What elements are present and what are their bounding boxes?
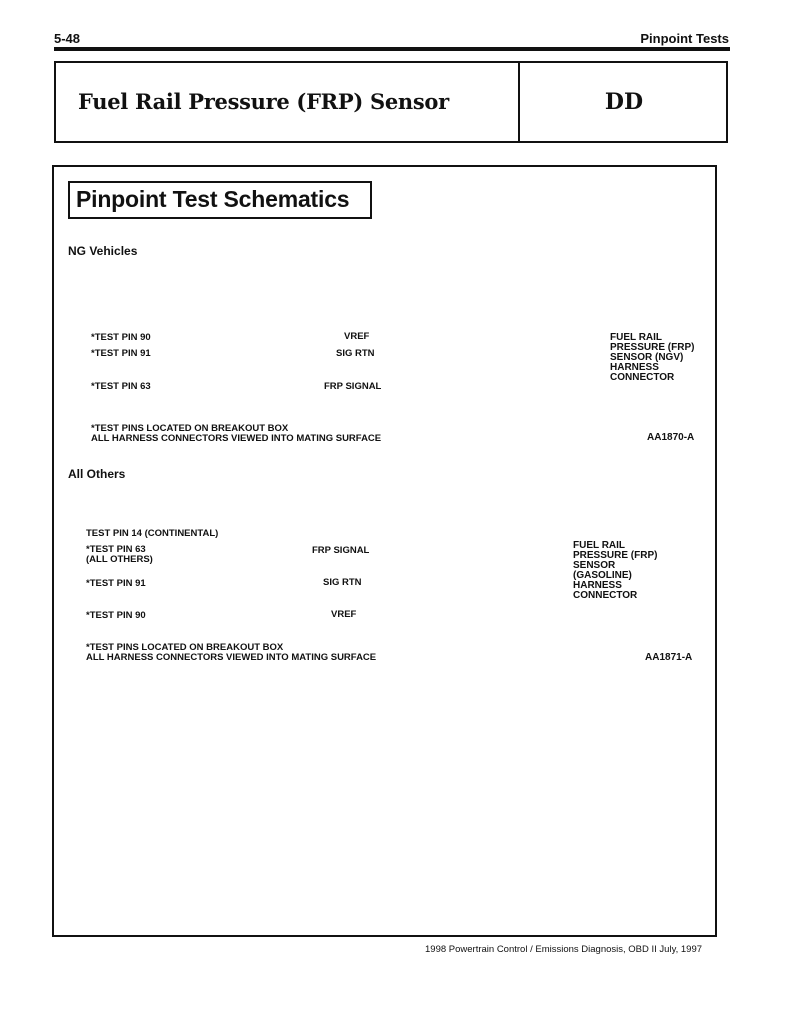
ao-notes bbox=[86, 643, 376, 663]
ng-pin-label: *TEST PIN 91 bbox=[91, 348, 151, 359]
label-line: CONNECTOR bbox=[610, 372, 675, 383]
label-line: HARNESS bbox=[610, 362, 659, 373]
ng-pin-label: *TEST PIN 63 bbox=[91, 381, 151, 392]
ao-figure-id: AA1871-A bbox=[645, 652, 693, 663]
ao-circuit-label: SIG RTN bbox=[320, 578, 365, 588]
ng-circuit-label: SIG RTN bbox=[333, 349, 378, 359]
ng-circuit-label: FRP SIGNAL bbox=[321, 382, 384, 392]
label-line: SENSOR bbox=[573, 560, 616, 571]
label-line: *TEST PIN 63 bbox=[86, 544, 146, 555]
ao-pin-label bbox=[86, 545, 153, 565]
label-line: (GASOLINE) bbox=[573, 570, 632, 581]
label-line: CONNECTOR bbox=[573, 590, 638, 601]
ng-pin-label: *TEST PIN 90 bbox=[91, 332, 151, 343]
extra-pin-label: TEST PIN 14 (CONTINENTAL) bbox=[86, 528, 219, 539]
label-line: FUEL RAIL bbox=[573, 540, 626, 551]
note-line: ALL HARNESS CONNECTORS VIEWED INTO MATING SURFACE bbox=[91, 433, 382, 444]
ng-connector-label bbox=[610, 333, 694, 383]
section-name: Pinpoint Tests bbox=[640, 31, 729, 46]
label-line: FUEL RAIL bbox=[610, 332, 663, 343]
page-title: Fuel Rail Pressure (FRP) Sensor bbox=[78, 89, 449, 114]
label-line: PRESSURE (FRP) bbox=[610, 342, 695, 353]
label-line: (ALL OTHERS) bbox=[86, 554, 153, 565]
note-line: ALL HARNESS CONNECTORS VIEWED INTO MATING SURFACE bbox=[86, 652, 377, 663]
note-line: *TEST PINS LOCATED ON BREAKOUT BOX bbox=[91, 423, 289, 434]
section-title: Pinpoint Test Schematics bbox=[76, 186, 350, 212]
header-rule bbox=[54, 47, 730, 51]
all-others-subtitle: All Others bbox=[68, 467, 126, 481]
ao-connector-label bbox=[573, 541, 657, 601]
note-line: *TEST PINS LOCATED ON BREAKOUT BOX bbox=[86, 642, 284, 653]
ng-circuit-label: VREF bbox=[341, 332, 372, 342]
label-line: PRESSURE (FRP) bbox=[573, 550, 658, 561]
label-line: SENSOR (NGV) bbox=[610, 352, 684, 363]
ng-figure-id: AA1870-A bbox=[647, 432, 695, 443]
ng-vehicles-subtitle: NG Vehicles bbox=[68, 244, 138, 258]
footer-text: 1998 Powertrain Control / Emissions Diagnosis, OBD II July, 1997 bbox=[425, 944, 703, 955]
page-number: 5-48 bbox=[54, 31, 81, 46]
ao-circuit-label: FRP SIGNAL bbox=[309, 546, 372, 556]
ao-circuit-label: VREF bbox=[328, 610, 359, 620]
test-code: DD bbox=[604, 89, 644, 115]
ng-notes bbox=[91, 424, 381, 444]
ao-pin-label: *TEST PIN 90 bbox=[86, 610, 146, 621]
ao-pin-label: *TEST PIN 91 bbox=[86, 578, 146, 589]
label-line: HARNESS bbox=[573, 580, 622, 591]
